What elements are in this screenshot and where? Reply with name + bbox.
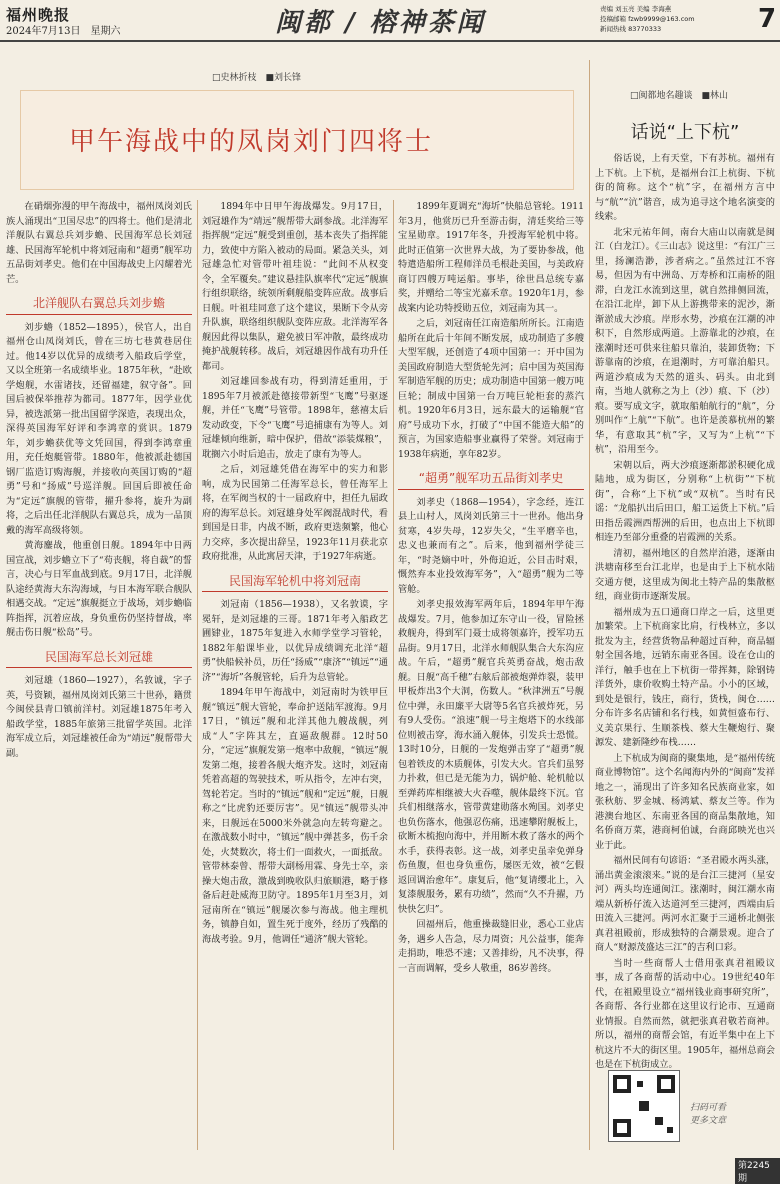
paragraph: 1894年甲午海战中，刘冠南时为铁甲巨舰“镇远”舰大管轮，奉命护送陆军渡海。9月17日，“镇远”舰和北洋其他九艘战舰，列成“人”字阵其左，直逼敌舰群。12时50分，“定远”旗舰发第一炮率中敌舰，“镇远”舰发第二炮，接着各舰大炮齐发。这时，刘冠南凭着高超的驾驶技术，听从指令，左冲右突，驾轮若定。当时的“镇远”舰和“定远”舰，日舰称之“比虎豹还要厉害”。见“镇远”舰带头冲来，日舰远在5000米外就急向左转弯避之。在激战数小时中，“镇远”舰中弹甚多，伤千余处，火焚数次，将士们一面救火，一面抵敌。管带林泰曾、帮带大副杨用霖、身先士卒，亲操大炮击敌，激战到晚收队归旅顺港，略于修备后赶赴威海卫防守。1895年1月至3月，刘冠南所在“镇远”舰屡次参与海战。他主理机务，镇静自如，置生死于度外，经历了残酷的海战考验。9月，他调任“通济”舰大管轮。 (202, 687, 388, 945)
section-name: 闽都 / 榕神茶闻 (275, 8, 486, 38)
page-title: 甲午海战中的凤岗刘门四将士 (68, 127, 433, 157)
paragraph: 回福州后，他重操裁缝旧业，悉心工业店务，遇乡人告急，尽力周资；凡公益事，能奔走捐助，唯恐不速；又善排纷，凡不决事，得一言而调解，受乡人敬重，86岁善终。 (398, 919, 584, 974)
subhead: 民国海军总长刘冠雄 (6, 647, 192, 669)
article-column-3 (398, 200, 584, 1150)
paragraph: 刘孝史（1868—1954），字念经，连江县上山村人，凤岗刘氏第三十一世孙。他出身贫寒，4岁失母，12岁失父，“生平磨辛也，忠义也兼而有之”。后来，他到福州学徒三年，“时尧嫡中叶，外侮迫近，公目击时艰，慨然弃本业投效海军务”，入“超勇”舰为二等管舱。 (398, 496, 584, 595)
paragraph: 1894年中日甲午海战爆发。9月17日，刘冠雄作为“靖远”舰帮带大副参战。北洋海军指挥舰“定远”舰受到重创，基本丧失了指挥能力，致使中方陷入被动的局面。紧急关头，刘冠雄急忙对管带叶祖珪说：“此间不从权变令，全军覆矣。”建议悬挂队旗率代“定远”舰旗行组织联络，统领所剩舰船变阵应敌。战事后日舰。叶祖珪同意了这个建议，果断下令从旁升队旗，联络组织舰队变阵应敌。北洋海军各舰因此得以集队，避免被日军冲散，最终成功掩护战舰转移。战后，刘冠雄因作战有功升任都司。 (202, 201, 388, 372)
paragraph: 1899年夏调充“海圻”快船总管轮。1911年3月，他赏历已升至游击街，清廷奖给三等宝星勋章。1917年冬，升授海军轮机中将。此时正值第一次世界大战，为了要协参战，他特遣造船所工程师洋员毛根赴美国，与美政府商订四艘万吨运船。事毕，徐世昌总统专嘉奖，并赠给二等宝光嘉禾章。1920年1月，参战案内论功特授勋五位，刘冠南为其一。 (398, 201, 584, 314)
paragraph: 福州民间有句谚语：“圣君殿水两头涨，涌出黄金滚滚来。”说的是台江三捷河（星安河）两头均连通闽江。涨潮时，闽江潮水南端从新桥仔流入达道河至三捷河，西端由后田流入三捷河。两河水汇聚于三通桥北侧张真君祖殿前，形成独特的合潮景观。迎合了商人“财源茂盛达三江”的吉利口彩。 (595, 855, 775, 953)
paragraph: 北宋元祐年间，南台大庙山以南就是闽江（白龙江）。《三山志》说这里：“有江广三里，扬澜浩渺，涉者病之。”虽然过江不容易，但因为有中洲岛、万寿桥和江南桥的阻滞，白龙江水流到这里，就自然排侧回流，在沿江北岸，卸下从上游携带来的泥沙，渐渐淤成大沙痕。岸形水势，沙痕在江潮的冲积下，自然形成两道。上游靠北的沙痕，在涨潮时还可供来往船只靠泊，装卸货物；下游靠南的沙痕，在退潮时，方可靠泊船只。两道沙痕成为天然的道头、码头。由北到南，当地人就称之为上（沙）痕、下（沙）痕。要写成文字，就取船舶航行的“航”，分别叫作“上航”“下航”。也许是羡慕杭州的繁华，有意取其“杭”字，又写为“上杭”“下杭”，沿用至今。 (595, 226, 775, 455)
paragraph: 刘冠雄回参战有功，得到清廷重用，于1895年7月被派赴德接带新型“飞鹰”号驱逐舰，并任“飞鹰”号管带。1898年，慈禧太后发动政变，下令“飞鹰”号追捕康有为等人。刘冠雄倾向维新，暗中保护，借故“添装煤粮”，耽搁六小时后追击，放走了康有为等人。 (202, 376, 388, 460)
paragraph: 刘孝史报效海军两年后，1894年甲午海战爆发。7月，他参加辽东守山一役，冒险拯救舰舟，得到军门聂士成将领嘉许，授军功五品街。9月17日，北洋水师舰队集合大东沟应战。午后，“超勇”舰官兵英勇奋战，炮击敌舰。日舰“高千穗”右舷后部被炮弹炸裂，装甲甲板炸出3个大洞，伤数人。“秋津洲五”号舰位中弹，永田廉平大尉等5名官兵被炸死，另有9人受伤。“浪速”舰一号主炮塔下的水线部位则被击穿，海水涌入舰体，引发兵士恐慌。13时10分，日舰的一发炮弹击穿了“超勇”舰包着铁皮的木质舰体，引发大火。官兵们虽努力扑救，但已是无能为力，锅炉舱、轮机舱以至弹药库相继被大火吞噬，舰体最终下沉。官兵们相继落水，管带黄建勋落水殉国。刘孝史也负伤落水，他强忍伤痛，迅速攀附舰板上，砍断木梳抱向海中，并用断木救了落水的两个水手，获得表彰。这一战，刘孝史虽幸免弹身伤鱼腹，但也身负重伤，屡医无效，被“乞假返回调治愈年”。康复后，他“复请缨北上，入复漆舰服务，累有功绩”，然而“久不升擢，乃快快乞归”。 (398, 599, 584, 915)
article-column-1 (6, 200, 192, 1150)
paragraph: 当时一些商帮人士借用张真君祖殿议事，成了各商帮的活动中心。19世纪40年代，在祖殿里设立“福州钱业商事研究所”，各商帮、各行业都在这里议行论市、互通商业情报。自然而然，就把张真君敬若商神。所以，福州的商帮会馆，有近半集中在上下杭这片不大的街区里。1905年，福州总商会也是在下杭街成立。 (595, 957, 775, 1070)
paragraph: 刘步蟾（1852—1895），侯官人，出自福州仓山凤岗刘氏，曾在三坊七巷黄巷居住过。他14岁以优异的成绩考入船政后学堂，又以全班第一名成绩毕业。1875年秋，“赴欧学炮舰，水雷诸技，还留福建，叙守备”。回国后被保举推荐为都司。1877年，因学业优异，被选派第一批出国留学深造，表现出众，深得英国海军好评和李鸿章的赏识。1879年，刘步蟾获优等文凭回国，得到李鸿章重用，充任炮艇管带。1880年，他被派赴德国钢厂监造订购海舰，并接收向英国订购的“超勇”号和“扬威”号巡洋舰。回国后即被任命为“定远”旗舰的管带，擢升参将，旋升为副将，之后出任北洋舰队右翼总兵，成为一品顶戴的海军高级将领。 (6, 321, 192, 536)
divider (393, 200, 394, 1150)
side-article (595, 152, 775, 1070)
qr-code-icon[interactable] (608, 1070, 680, 1142)
paragraph: 之后，刘冠雄凭借在海军中的实力和影响，成为民国第二任海军总长，曾任海军上将，在军阀当权的十一届政府中，担任九届政府的海军总长。刘冠雄身处军阀混战时代，看到国是日非，内战不断，政府更迭频繁，他心力交瘁，多次提出辞呈，1923年11月获北京政府批准，从此寓居天津，于1927年病逝。 (202, 464, 388, 562)
lead-paragraph: 在硝烟弥漫的甲午海战中，福州凤岗刘氏族人涌现出“卫国尽忠”的四将士。他们是清北洋舰队右翼总兵刘步蟾、民国海军总长刘冠雄、民国海军轮机中将刘冠南和“超勇”舰军功五品街刘孝史。他们在中国海战史上闪耀着光芒。 (6, 201, 192, 285)
paragraph: 刘冠雄（1860—1927），名敦诚，字子英，号资颖，福州凤岗刘氏第三十世孙，籍贯今闽侯县青口镇前洋村。刘冠雄1875年考入船政学堂，1885年旅第三批留学英国。北洋海军成立后，刘冠雄被任命为“靖远”舰帮带大副。 (6, 675, 192, 759)
paragraph: 福州成为五口通商口岸之一后，这里更加繁荣。上下杭商家比肩，行栈林立，多以批发为主，经营货物品种超过百种，商品辐射全国各地，远销东南亚各国。设在仓山的洋行，触手也在上下杭街一带挥舞，除钢铸洋货外，康价收购土特产品。小小的区域，到处是银行，钱庄，商行，货栈，闽仓……分布许多名店铺和名行栈，如黄恒盛布行、义美京果行、生顺茶栈、蔡大生鞭炮行、聚源发、建新隆纱布栈…… (595, 606, 775, 748)
paragraph: 刘冠南（1856—1938），又名敦谟，字冕轩，是刘冠雄的三哥。1871年考入船政艺圃肄业，1875年复进入水师学堂学习管轮，1882年船课毕业，以优异成绩调充北洋“超勇”快船候补员，历任“扬威”“康济”“镇远”“通济”“海圻”各舰管轮，后升为总管轮。 (202, 599, 388, 683)
paragraph: 黄海鏖战，他重创日舰。1894年中日两国宣战，刘步蟾立下了“苟丧舰，将自裁”的誓言，决心与日军血战到底。9月17日，北洋舰队途经黄海大东沟海域，与日本海军联合舰队相遇交战。“定远”旗舰挺立于战场，刘步蟾临阵指挥，沉着应战，身负重伤仍坚持督战，率舰击伤日舰“松岛”号。 (6, 540, 192, 638)
paragraph: 俗话说，上有天堂，下有苏杭。福州有上下杭。上下杭，是福州台江上杭街、下杭街的简称。这个“杭”字，在福州方言中与“航”“沆”谐音，成为追寻这个地名演变的线索。 (595, 153, 775, 222)
paragraph: 宋朝以后，两大沙痕逐渐都淤积硬化成陆地，成为街区，分别称“上杭街”“下杭街”，合称“上下杭”或“双杭”。当时有民谣：“龙船扒出后田口，船工运货上下杭。”后田指岳霞洲西帮洲的后田，也点出上下杭即相连乃至部分重叠的岩霞洲的关系。 (595, 459, 775, 543)
paragraph: 清初，福州地区的自然岸泊港，逐渐由洪塘南移至台江北岸，也是由于上下杭水陆交通方便，这里成为闽北土特产品的集散枢纽，商业街市逐渐发展。 (595, 547, 775, 602)
side-title: 话说“上下杭” (630, 122, 740, 143)
side-column-tag: □闽都地名趣谈 ■林山 (630, 91, 729, 101)
qr-caption: 扫码可看 更多文章 (690, 1103, 727, 1126)
paper-title: 福州晚报 (6, 6, 71, 24)
masthead (0, 0, 780, 42)
paragraph: 之后，刘冠南任江南造船所所长。江南造船所在此后十年间不断发展，成功制造了多艘大型军舰，还创造了4项中国第一：开中国为美国政府制造大型货轮先河；启中国为英国海军制造军舰的历史；成功制造中国第一艘万吨巨轮；制成中国第一台万吨巨轮柜套的蒸汽机。1920年6月3日，远东最大的运输舰“官府”号成功下水，打破了“中国不能造大船”的预言，为国家造船事业赢得了荣誉。刘冠南于1938年病逝，享年82岁。 (398, 318, 584, 460)
subhead: 民国海军轮机中将刘冠南 (202, 571, 388, 593)
issue-number: 第2245期 (735, 1158, 780, 1184)
issue-date: 2024年7月13日 星期六 (6, 26, 121, 37)
staff-credits: 责编 刘玉亮 美编 李海燕 投稿邮箱 fzwb9999@163.com 新闻热线 83770333 (600, 5, 695, 33)
divider (197, 200, 198, 1150)
article-column-2 (202, 200, 388, 1150)
subhead: “超勇”舰军功五品街刘孝史 (398, 468, 584, 490)
main-column-tag: □史林折枝 ■刘长锋 (212, 73, 302, 83)
divider (589, 60, 590, 1150)
paragraph: 上下杭成为闽商的聚集地，是“福州传统商业博物馆”。这个名闻海内外的“闽商”发祥地之一，涌现出了许多知名民族商业家，如张秋舫、罗金城、杨鸿斌、蔡友兰等。作为港澳台地区、东南亚各国的商品集散地，知名侨商万菜，港商柯伯诚，台商邱映光也兴业于此。 (595, 752, 775, 851)
subhead: 北洋舰队右翼总兵刘步蟾 (6, 293, 192, 315)
page-number: 7 (758, 4, 777, 34)
